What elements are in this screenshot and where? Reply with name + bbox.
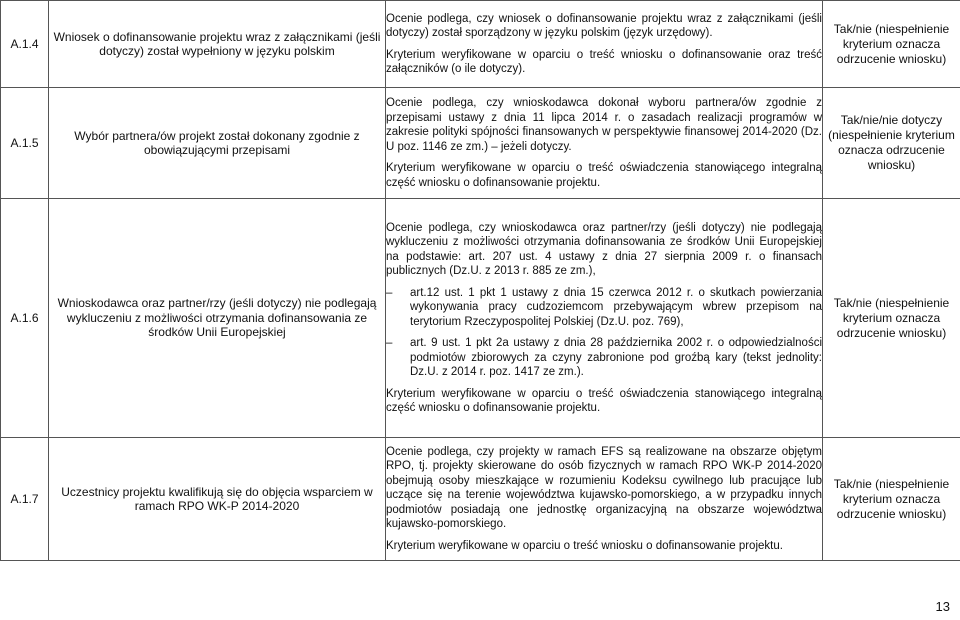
criterion-name: Wybór partnera/ów projekt został dokonany zgodnie z obowiązującymi przepisami: [49, 88, 386, 199]
description-paragraph: Kryterium weryfikowane w oparciu o treść oświadczenia stanowiącego integralną część wniosku o dofinansowanie projektu.: [386, 162, 822, 189]
criterion-description: [386, 199, 823, 438]
description-paragraph: Kryterium weryfikowane w oparciu o treść wniosku o dofinansowanie projektu.: [386, 539, 783, 552]
list-item: [386, 336, 822, 380]
list-item: [386, 286, 822, 330]
description-paragraph: Ocenie podlega, czy wnioskodawca dokonał wyboru partnera/ów zgodnie z przepisami ustawy z dnia 11 lipca 2014 r. o zasadach realizacji programów w zakresie polityki spójności finansowanych w perspektywie finansowej 2014-2020 (Dz. U poz. 1146 ze zm.) – jeżeli dotyczy.: [386, 97, 822, 153]
criterion-value: Tak/nie/nie dotyczy (niespełnienie kryterium oznacza odrzucenie wniosku): [823, 88, 960, 199]
criterion-description: [386, 88, 823, 199]
description-paragraph: Kryterium weryfikowane w oparciu o treść wniosku o dofinansowanie oraz treść załączników (o ile dotyczy).: [386, 48, 822, 75]
page-number: 13: [935, 599, 950, 614]
criterion-name: Wniosek o dofinansowanie projektu wraz z załącznikami (jeśli dotyczy) został wypełniony w języku polskim: [49, 1, 386, 88]
list-item-text: art.12 ust. 1 pkt 1 ustawy z dnia 15 czerwca 2012 r. o skutkach powierzania wykonywania pracy cudzoziemcom przebywającym wbrew przepisom na terytorium Rzeczypospolitej Polskiej (Dz.U. poz. 769),: [410, 286, 822, 328]
list-item-text: art. 9 ust. 1 pkt 2a ustawy z dnia 28 października 2002 r. o odpowiedzialności podmiotów zbiorowych za czyny zabronione pod groźbą kary (tekst jednolity: Dz.U. z 2014 r. poz. 1417 ze zm.).: [410, 337, 822, 378]
list-dash: –: [386, 286, 393, 299]
description-paragraph: Ocenie podlega, czy projekty w ramach EFS są realizowane na obszarze objętym RPO, tj. projekty skierowane do osób fizycznych w ramach RPO WK-P 2014-2020 obejmują osoby mieszkające w rozumieniu Kodeksu cywilnego lub pracujące lub uczące się na terenie województwa kujawsko-pomorskiego, a w przypadku innych podmiotów posiadają one jednostkę organizacyjną na obszarze województwa kujawsko-pomorskiego.: [386, 445, 822, 531]
list-dash: –: [386, 337, 393, 349]
table-row: [1, 199, 960, 438]
criterion-value: Tak/nie (niespełnienie kryterium oznacza odrzucenie wniosku): [823, 438, 960, 561]
table-row: [1, 88, 960, 199]
criterion-value: Tak/nie (niespełnienie kryterium oznacza odrzucenie wniosku): [823, 1, 960, 88]
criterion-id: A.1.4: [1, 1, 49, 88]
description-paragraph: Ocenie podlega, czy wnioskodawca oraz partner/rzy (jeśli dotyczy) nie podlegają wykluczeniu z możliwości otrzymania dofinansowania ze środków Unii Europejskiej na podstawie: art. 207 ust. 4 ustawy z dnia 27 sierpnia 2009 r. o finansach publicznych (Dz.U. z 2013 r. 885 ze zm.),: [386, 221, 822, 277]
table-row: [1, 1, 960, 88]
criterion-value: Tak/nie (niespełnienie kryterium oznacza odrzucenie wniosku): [823, 199, 960, 438]
criterion-id: A.1.6: [1, 199, 49, 438]
criterion-id: A.1.7: [1, 438, 49, 561]
criterion-name: Uczestnicy projektu kwalifikują się do objęcia wsparciem w ramach RPO WK-P 2014-2020: [49, 438, 386, 561]
description-paragraph: Ocenie podlega, czy wniosek o dofinansowanie projektu wraz z załącznikami (jeśli dotyczy) został sporządzony w języku polskim (język urzędowy).: [386, 12, 822, 39]
table-row: [1, 438, 960, 561]
criterion-name: Wnioskodawca oraz partner/rzy (jeśli dotyczy) nie podlegają wykluczeniu z możliwości otrzymania dofinansowania ze środków Unii Europejskiej: [49, 199, 386, 438]
description-paragraph: Kryterium weryfikowane w oparciu o treść oświadczenia stanowiącego integralną część wniosku o dofinansowanie projektu.: [386, 387, 822, 414]
criterion-description: [386, 438, 823, 561]
criterion-description: [386, 1, 823, 88]
criterion-id: A.1.5: [1, 88, 49, 199]
